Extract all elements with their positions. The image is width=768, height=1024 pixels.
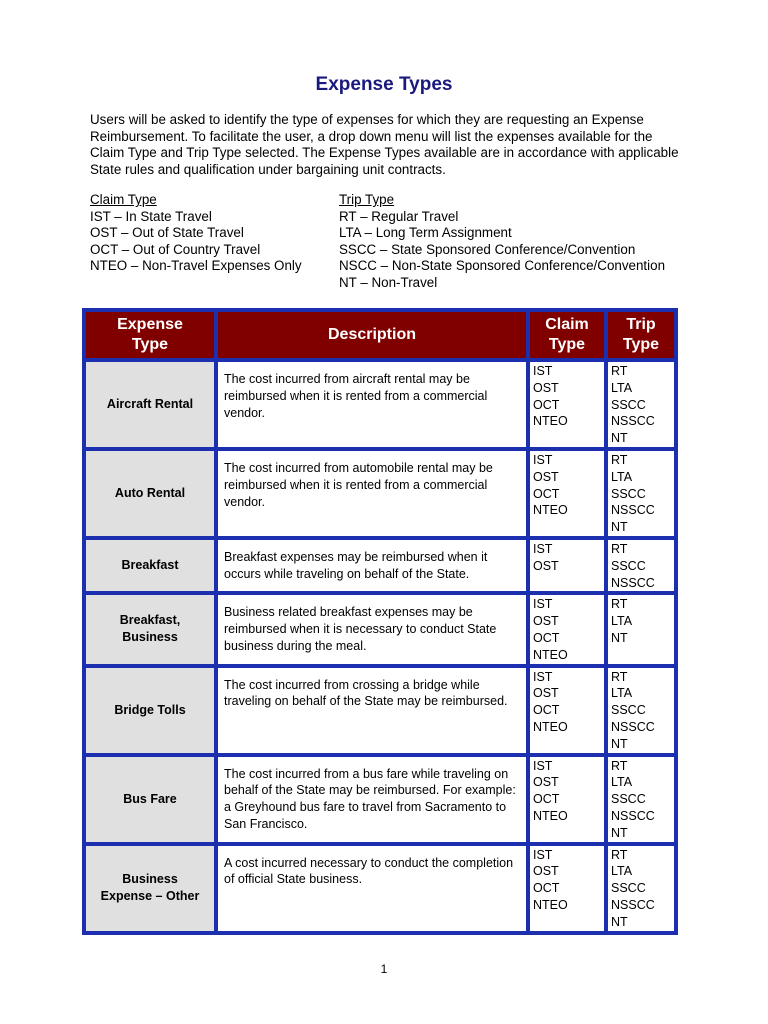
claim-type-cell bbox=[528, 844, 606, 933]
table-row bbox=[84, 666, 676, 755]
claim-type-code: NTEO bbox=[533, 414, 568, 429]
trip-type-code: RT bbox=[611, 452, 628, 467]
table-row bbox=[84, 844, 676, 933]
trip-type-code: SSCC bbox=[611, 486, 646, 501]
claim-type-item: IST – In State Travel bbox=[90, 208, 212, 224]
claim-type-code: NTEO bbox=[533, 808, 568, 823]
trip-type-code: RT bbox=[611, 597, 628, 612]
expense-type-cell bbox=[84, 360, 216, 449]
trip-type-code: LTA bbox=[611, 469, 633, 484]
trip-type-code: SSCC bbox=[611, 397, 646, 412]
trip-type-code: RT bbox=[611, 847, 628, 862]
trip-type-code: SSCC bbox=[611, 792, 646, 807]
claim-type-code: IST bbox=[533, 758, 553, 773]
claim-type-code: NTEO bbox=[533, 647, 568, 662]
claim-type-code: NTEO bbox=[533, 503, 568, 518]
trip-type-cell bbox=[606, 538, 676, 593]
description-cell: The cost incurred from aircraft rental may be reimbursed when it is rented from a commercial vendor. bbox=[216, 360, 528, 449]
trip-type-code: NT bbox=[611, 825, 628, 840]
page-title: Expense Types bbox=[315, 74, 453, 95]
expense-types-table bbox=[82, 308, 678, 935]
expense-type-label: Bus Fare bbox=[123, 791, 177, 806]
table-row bbox=[84, 593, 676, 665]
trip-type-cell bbox=[606, 593, 676, 665]
claim-type-legend bbox=[90, 192, 302, 275]
table-row bbox=[84, 449, 676, 538]
claim-type-code: OST bbox=[533, 614, 559, 629]
claim-type-code: IST bbox=[533, 597, 553, 612]
expense-type-cell bbox=[84, 538, 216, 593]
trip-type-item: NT – Non-Travel bbox=[339, 274, 438, 290]
claim-type-code: IST bbox=[533, 541, 553, 556]
description-cell: The cost incurred from automobile rental may be reimbursed when it is rented from a commercial vendor. bbox=[216, 449, 528, 538]
claim-type-code: IST bbox=[533, 847, 553, 862]
trip-type-code: LTA bbox=[611, 686, 633, 701]
trip-type-code: LTA bbox=[611, 775, 633, 790]
trip-type-code: NT bbox=[611, 914, 628, 929]
trip-type-code: LTA bbox=[611, 380, 633, 395]
header-text: Type bbox=[548, 336, 586, 353]
table-row bbox=[84, 360, 676, 449]
expense-type-cell bbox=[84, 666, 216, 755]
claim-type-code: OCT bbox=[533, 703, 560, 718]
claim-type-item: NTEO – Non-Travel Expenses Only bbox=[90, 258, 302, 273]
expense-type-cell bbox=[84, 844, 216, 933]
trip-type-code: SSCC bbox=[611, 881, 646, 896]
claim-type-cell bbox=[528, 449, 606, 538]
trip-type-code: NSSCC bbox=[611, 575, 655, 590]
header-text: Expense bbox=[117, 316, 183, 333]
description-cell: The cost incurred from crossing a bridge while traveling on behalf of the State may be reimbursed. bbox=[216, 666, 528, 755]
trip-type-code: RT bbox=[611, 541, 628, 556]
claim-type-code: OST bbox=[533, 380, 559, 395]
intro-paragraph: Users will be asked to identify the type of expenses for which they are requesting an Expense Reimbursement. To facilitate the user, a drop down menu will list the expenses available for the Claim Type and Trip Type selected. The Expense Types available are in accordance with applicable State rules and qualification under bargaining unit contracts. bbox=[90, 112, 679, 177]
claim-type-code: OCT bbox=[533, 881, 560, 896]
table-body bbox=[84, 360, 676, 933]
trip-type-code: LTA bbox=[611, 614, 633, 629]
trip-type-cell bbox=[606, 449, 676, 538]
claim-type-code: NTEO bbox=[533, 897, 568, 912]
trip-type-legend bbox=[339, 192, 665, 291]
header-text: Claim bbox=[545, 316, 589, 333]
expense-type-cell bbox=[84, 449, 216, 538]
claim-type-code: OCT bbox=[533, 630, 560, 645]
trip-type-item: LTA – Long Term Assignment bbox=[339, 225, 512, 240]
expense-type-label: Expense – Other bbox=[100, 889, 200, 903]
trip-type-item: NSCC – Non-State Sponsored Conference/Convention bbox=[339, 258, 666, 273]
header-trip-type bbox=[606, 310, 676, 360]
expense-type-label: Breakfast bbox=[121, 558, 179, 573]
trip-type-code: NT bbox=[611, 520, 628, 535]
expense-type-cell bbox=[84, 755, 216, 844]
trip-type-cell bbox=[606, 360, 676, 449]
expense-type-label: Business bbox=[122, 630, 178, 645]
trip-type-code: NT bbox=[611, 630, 628, 645]
claim-type-code: IST bbox=[533, 364, 553, 378]
trip-type-code: LTA bbox=[611, 864, 633, 879]
page-number: 1 bbox=[380, 962, 388, 976]
header-description: Description bbox=[216, 310, 528, 360]
expense-type-label: Breakfast, bbox=[119, 613, 181, 628]
trip-type-item: RT – Regular Travel bbox=[339, 208, 459, 224]
claim-type-code: OCT bbox=[533, 486, 560, 501]
trip-type-code: SSCC bbox=[611, 703, 646, 718]
claim-type-cell bbox=[528, 538, 606, 593]
claim-type-code: OST bbox=[533, 775, 559, 790]
header-text: Trip bbox=[626, 316, 656, 333]
expense-type-label: Business bbox=[122, 872, 178, 886]
description-cell: Business related breakfast expenses may be reimbursed when it is necessary to conduct State business during the meal. bbox=[216, 593, 528, 665]
header-text: Type bbox=[131, 336, 169, 353]
trip-type-code: NSSCC bbox=[611, 414, 655, 429]
description-cell: Breakfast expenses may be reimbursed when it occurs while traveling on behalf of the State. bbox=[216, 538, 528, 593]
expense-type-cell bbox=[84, 593, 216, 665]
claim-type-item: OCT – Out of Country Travel bbox=[90, 241, 261, 257]
description-cell: A cost incurred necessary to conduct the completion of official State business. bbox=[216, 844, 528, 933]
trip-type-code: NSSCC bbox=[611, 897, 655, 912]
trip-type-cell bbox=[606, 666, 676, 755]
trip-type-code: NT bbox=[611, 431, 628, 446]
header-expense-type bbox=[84, 310, 216, 360]
trip-type-code: NSSCC bbox=[611, 503, 655, 518]
trip-type-heading: Trip Type bbox=[339, 192, 395, 207]
trip-type-code: NT bbox=[611, 736, 628, 751]
claim-type-cell bbox=[528, 593, 606, 665]
header-text: Type bbox=[622, 336, 660, 353]
claim-type-item: OST – Out of State Travel bbox=[90, 225, 244, 240]
claim-type-code: OCT bbox=[533, 792, 560, 807]
table-header-row bbox=[84, 310, 676, 360]
expense-type-label: Bridge Tolls bbox=[114, 702, 186, 717]
claim-type-code: IST bbox=[533, 669, 553, 684]
trip-type-cell bbox=[606, 844, 676, 933]
trip-type-code: NSSCC bbox=[611, 808, 655, 823]
description-cell: The cost incurred from a bus fare while traveling on behalf of the State may be reimbursed. For example: a Greyhound bus fare to travel from Sacramento to San Francisco. bbox=[216, 755, 528, 844]
trip-type-code: NSSCC bbox=[611, 719, 655, 734]
expense-type-label: Auto Rental bbox=[114, 485, 186, 500]
trip-type-code: RT bbox=[611, 758, 628, 773]
claim-type-cell bbox=[528, 755, 606, 844]
trip-type-code: RT bbox=[611, 364, 628, 378]
claim-type-code: OST bbox=[533, 469, 559, 484]
table-row bbox=[84, 538, 676, 593]
expense-type-label: Aircraft Rental bbox=[106, 396, 194, 411]
trip-type-code: RT bbox=[611, 669, 628, 684]
claim-type-code: OST bbox=[533, 864, 559, 879]
claim-type-cell bbox=[528, 666, 606, 755]
claim-type-code: NTEO bbox=[533, 719, 568, 734]
trip-type-cell bbox=[606, 755, 676, 844]
claim-type-code: OST bbox=[533, 686, 559, 701]
trip-type-code: SSCC bbox=[611, 558, 646, 573]
trip-type-item: SSCC – State Sponsored Conference/Convention bbox=[339, 241, 636, 257]
claim-type-code: OST bbox=[533, 558, 559, 573]
claim-type-code: IST bbox=[533, 452, 553, 467]
claim-type-code: OCT bbox=[533, 397, 560, 412]
table-row bbox=[84, 755, 676, 844]
claim-type-heading: Claim Type bbox=[90, 192, 157, 207]
header-claim-type bbox=[528, 310, 606, 360]
claim-type-cell bbox=[528, 360, 606, 449]
